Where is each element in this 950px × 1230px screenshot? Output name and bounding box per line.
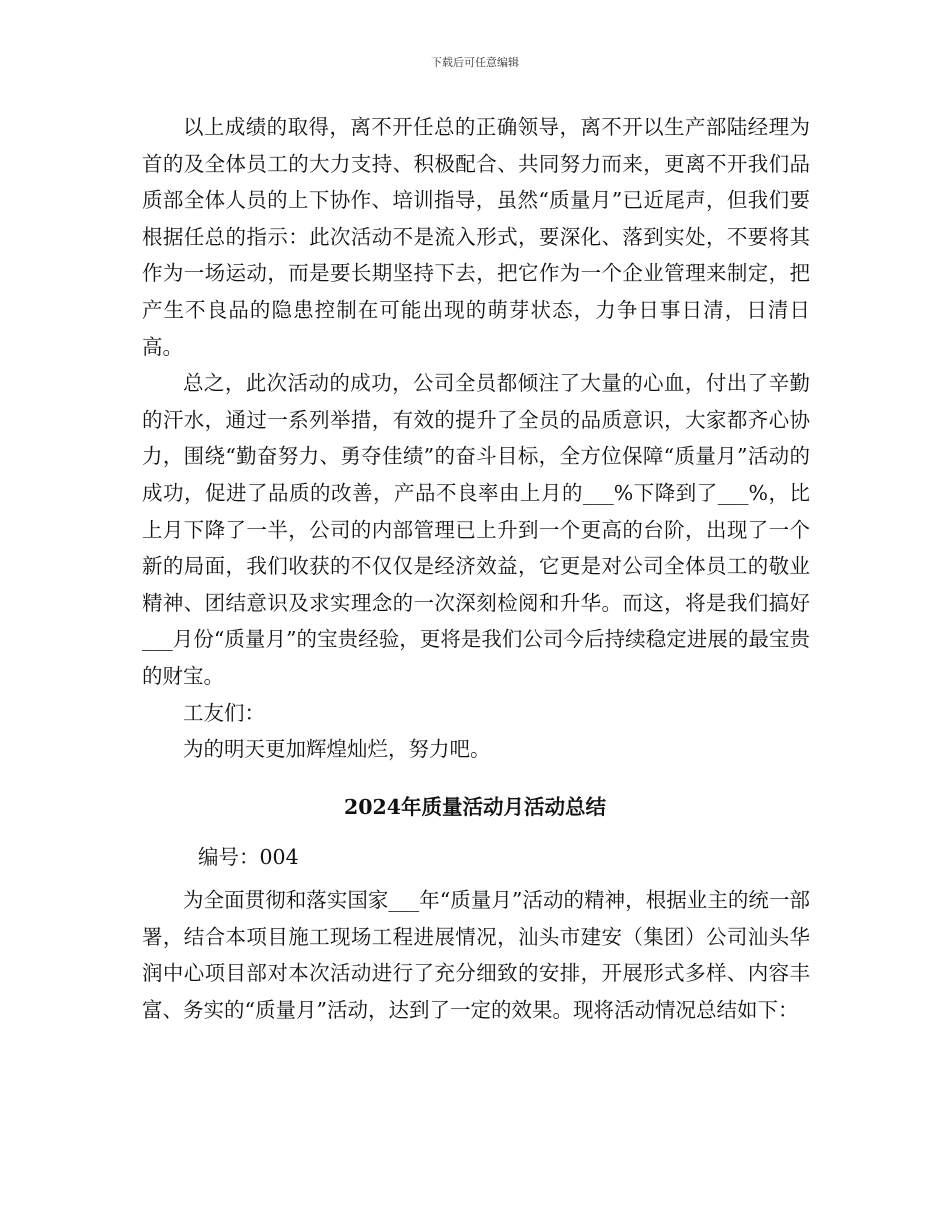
paragraph: 总之，此次活动的成功，公司全员都倾注了大量的心血，付出了辛勤的汗水，通过一系列举措，有效的提升了全员的品质意识，大家都齐心协力，围绕“勤奋努力、勇夺佳绩”的奋斗目标，全方位保障“质量月”活动的成功，促进了品质的改善，产品不良率由上月的___%下降到了___%，比上月下降了一半，公司的内部管理已上升到一个更高的台阶，出现了一个新的局面，我们收获的不仅仅是经济效益，它更是对公司全体员工的敬业精神、团结意识及求实理念的一次深刻检阅和升华。而这，将是我们搞好___月份“质量月”的宝贵经验，更将是我们公司今后持续稳定进展的最宝贵的财宝。	[142, 371, 810, 688]
section-two	[142, 882, 810, 1028]
closing-line: 为的明天更加辉煌灿烂，努力吧。	[183, 737, 491, 762]
greeting-line: 工友们：	[183, 700, 265, 725]
paragraph: 以上成绩的取得，离不开任总的正确领导，离不开以生产部陆经理为首的及全体员工的大力支持、积极配合、共同努力而来，更离不开我们品质部全体人员的上下协作、培训指导，虽然“质量月”已近尾声，但我们要根据任总的指示：此次活动不是流入形式，要深化、落到实处，不要将其作为一场运动，而是要长期坚持下去，把它作为一个企业管理来制定，把产生不良品的隐患控制在可能出现的萌芽状态，力争日事日清，日清日高。	[142, 115, 810, 359]
page-header: 下载后可任意编辑	[431, 56, 519, 69]
paragraph: 为全面贯彻和落实国家___年“质量月”活动的精神，根据业主的统一部署，结合本项目施工现场工程进展情况，汕头市建安（集团）公司汕头华润中心项目部对本次活动进行了充分细致的安排，开展形式多样、内容丰富、务实的“质量月”活动，达到了一定的效果。现将活动情况总结如下：	[142, 888, 810, 1022]
section-one	[142, 109, 810, 768]
document-title: 2024年质量活动月活动总结	[343, 795, 607, 819]
document-number: 编号：004	[198, 845, 299, 869]
